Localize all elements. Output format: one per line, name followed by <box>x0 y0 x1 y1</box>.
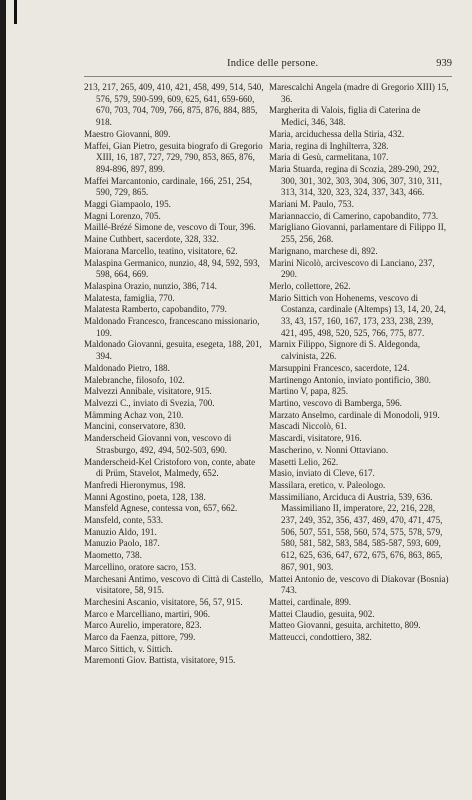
index-entry: Malatesta Ramberto, capobandito, 779. <box>84 304 227 315</box>
index-entry: Mario Sittich von Hohenems, vescovo di Costanza, cardinale (Altemps) 13, 14, 20, 24, 33, 43, 157, 160, 167, 173, 233, 238, 239, 421, 495, 498, 520, 525, 766, 775, 877. <box>269 292 446 338</box>
index-entry: Maometto, 738. <box>84 550 142 561</box>
index-entry: Maffei, Gian Pietro, gesuita biografo di Gregorio XIII, 16, 187, 727, 729, 790, 853, 865, 876, 894-896, 897, 899. <box>84 140 263 174</box>
index-entry: Malaspina Orazio, nunzio, 386, 714. <box>84 280 217 291</box>
index-entry: Martino, vescovo di Bamberga, 596. <box>269 397 402 408</box>
running-header <box>84 58 452 72</box>
index-entry: Mancini, conservatore, 830. <box>84 421 186 432</box>
index-entry: Martinengo Antonio, inviato pontificio, 380. <box>269 374 431 385</box>
index-entry: Manni Agostino, poeta, 128, 138. <box>84 491 206 502</box>
index-entry: Mariani M. Paulo, 753. <box>269 199 354 210</box>
index-entry: Maldonado Francesco, francescano missionario, 109. <box>84 316 260 338</box>
index-entry: Matteucci, condottiero, 382. <box>269 632 372 643</box>
index-entry: Manderscheid Giovanni von, vescovo di Strasburgo, 492, 494, 502-503, 690. <box>84 433 232 455</box>
index-entry: Mariannaccio, di Camerino, capobandito, 773. <box>269 210 439 221</box>
index-entry: Mansfeld, conte, 533. <box>84 515 164 526</box>
index-entry: Mascherino, v. Nonni Ottaviano. <box>269 444 389 455</box>
index-entry: Manderscheid-Kel Cristoforo von, conte, abate di Prüm, Stavelot, Malmedy, 652. <box>84 456 256 479</box>
index-entry: Mattei Antonio de, vescovo di Diakovar (Bosnia) 743. <box>269 573 449 596</box>
index-column-right <box>269 82 449 644</box>
index-entry: Maggi Giampaolo, 195. <box>84 199 171 210</box>
index-entry: Mattei, cardinale, 899. <box>269 596 352 607</box>
index-entry: Malvezzi Annibale, visitatore, 915. <box>84 386 212 397</box>
index-entry: Massimiliano, Arciduca di Austria, 539, 636. <box>269 491 433 502</box>
index-entry: Maffei Marcantonio, cardinale, 166, 251, 254, 590, 729, 865. <box>84 175 253 198</box>
index-entry: Maine Cuthbert, sacerdote, 328, 332. <box>84 234 219 245</box>
index-entry: Malatesta, famiglia, 770. <box>84 292 175 303</box>
index-entry: Matteo Giovanni, gesuita, architetto, 809. <box>269 620 421 631</box>
index-entry: Maria di Gesù, carmelitana, 107. <box>269 152 389 163</box>
index-entry: Marchesani Antimo, vescovo di Città di Castello, visitatore, 58, 915. <box>84 573 264 596</box>
index-entry: Marzato Anselmo, cardinale di Monodoli, 919. <box>269 409 440 420</box>
index-entry: Marchesini Ascanio, visitatore, 56, 57, 915. <box>84 596 243 607</box>
index-entry: Merlo, collettore, 262. <box>269 280 351 291</box>
index-entry: Massimiliano II, imperatore, 22, 216, 228, 237, 249, 352, 356, 437, 469, 470, 471, 475, 506, 507, 551, 558, 560, 574, 575, 578, 579, 580, 581, 582, 583, 584, 585-587, 593, 609, 612, 625, 636, 647, 672, 675, 676, 863, 865, 867, 901, 903. <box>281 503 443 572</box>
index-entry: Marignano, marchese di, 892. <box>269 245 378 256</box>
index-entry: Margherita di Valois, figlia di Caterina de Medici, 346, 348. <box>269 105 421 128</box>
index-entry: Massilara, eretico, v. Paleologo. <box>269 479 386 490</box>
scan-mark <box>14 0 17 24</box>
page-number: 939 <box>436 58 452 69</box>
index-entry: Maremonti Giov. Battista, visitatore, 915. <box>84 655 236 666</box>
index-entry: Mansfeld Agnese, contessa von, 657, 662. <box>84 503 238 514</box>
index-column-left <box>84 82 264 667</box>
index-entry: Marnix Filippo, Signore di S. Aldegonda, calvinista, 226. <box>269 339 421 362</box>
index-entry: Maria, arciduchessa della Stiria, 432. <box>269 128 405 139</box>
index-entry: Maiorana Marcello, teatino, visitatore, 62. <box>84 245 238 256</box>
index-entry: Marsuppini Francesco, sacerdote, 124. <box>269 362 410 373</box>
index-entry: Manuzio Aldo, 191. <box>84 526 157 537</box>
index-entry: Malvezzi C., inviato di Svezia, 700. <box>84 397 215 408</box>
index-entry: Maldonado Pietro, 188. <box>84 362 170 373</box>
index-entry: Martino V, papa, 825. <box>269 386 348 397</box>
index-entry: Maria Stuarda, regina di Scozia, 289-290, 292, 300, 301, 302, 303, 304, 306, 307, 310, 311, 313, 314, 320, 323, 324, 337, 343, 466. <box>269 163 443 198</box>
index-entry: Maillé-Brézé Simone de, vescovo di Tour, 396. <box>84 222 256 233</box>
index-entry: Masio, inviato di Cleve, 617. <box>269 468 375 479</box>
index-entry: Marco Aurelio, imperatore, 823. <box>84 620 202 631</box>
index-entry: Marco e Marcelliano, martiri, 906. <box>84 608 211 619</box>
index-entry: Maldonado Giovanni, gesuita, esegeta, 188, 201, 394. <box>84 339 262 362</box>
index-entry: Marcellino, oratore sacro, 153. <box>84 561 197 572</box>
index-entry: Mascardi, visitatore, 916. <box>269 433 362 444</box>
page-binding-edge <box>0 0 6 800</box>
index-entry: Malaspina Germanico, nunzio, 48, 94, 592, 593, 598, 664, 669. <box>84 257 260 280</box>
index-entry: Marco Sittich, v. Sittich. <box>84 643 173 654</box>
index-entry: Mascadi Niccolò, 61. <box>269 421 347 432</box>
index-entry: Marco da Faenza, pittore, 799. <box>84 632 196 643</box>
index-entry: Maestro Giovanni, 809. <box>84 128 171 139</box>
index-entry: Manfredi Hieronymus, 198. <box>84 479 186 490</box>
header-rule <box>84 76 452 77</box>
index-entry: Magni Lorenzo, 705. <box>84 210 161 221</box>
index-entry: Marigliano Giovanni, parlamentare di Filippo II, 255, 256, 268. <box>269 222 447 245</box>
index-entry: Masetti Lelio, 262. <box>269 456 339 467</box>
index-entry: 213, 217, 265, 409, 410, 421, 458, 499, 514, 540, 576, 579, 590-599, 609, 625, 641, 659-660, 670, 703, 704, 709, 766, 875, 876, 884, 885, 918. <box>84 82 264 128</box>
index-entry: Mämming Achaz von, 210. <box>84 409 184 420</box>
index-entry: Malebranche, filosofo, 102. <box>84 374 185 385</box>
running-header-title: Indice delle persone. <box>227 58 319 69</box>
index-entry: Manuzio Paolo, 187. <box>84 538 160 549</box>
index-entry: Marescalchi Angela (madre di Gregorio XIII) 15, 36. <box>269 82 449 104</box>
index-entry: Mattei Claudio, gesuita, 902. <box>269 608 375 619</box>
index-entry: Maria, regina di Inghilterra, 328. <box>269 140 389 151</box>
index-entry: Marini Nicolò, arcivescovo di Lanciano, 237, 290. <box>269 257 435 280</box>
